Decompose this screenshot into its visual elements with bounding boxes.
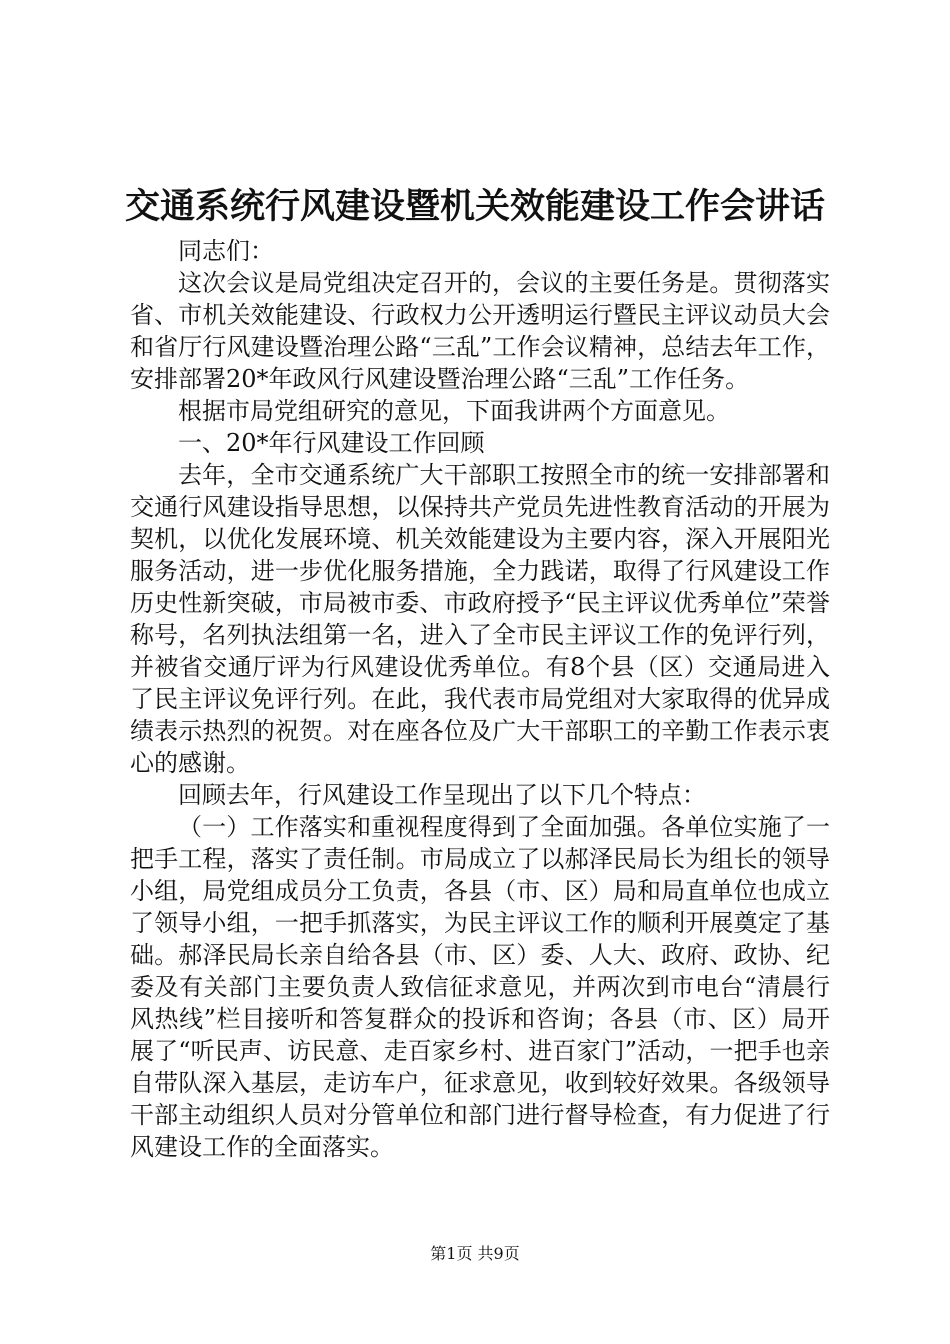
- document-body: [130, 235, 830, 1163]
- salutation-paragraph: 同志们：: [178, 237, 274, 265]
- page-number-footer: 第1页 共9页: [430, 1244, 520, 1263]
- body-paragraph: 这次会议是局党组决定召开的，会议的主要任务是。贯彻落实省、市机关效能建设、行政权力公开透明运行暨民主评议动员大会和省厅行风建设暨治理公路“三乱”工作会议精神，总结去年工作，安排部署20*年政风行风建设暨治理公路“三乱”工作任务。: [130, 269, 830, 393]
- body-paragraph: 去年，全市交通系统广大干部职工按照全市的统一安排部署和交通行风建设指导思想，以保持共产党员先进性教育活动的开展为契机，以优化发展环境、机关效能建设为主要内容，深入开展阳光服务活动，进一步优化服务措施，全力践诺，取得了行风建设工作历史性新突破，市局被市委、市政府授予“民主评议优秀单位”荣誉称号，名列执法组第一名，进入了全市民主评议工作的免评行列，并被省交通厅评为行风建设优秀单位。有8个县（区）交通局进入了民主评议免评行列。在此，我代表市局党组对大家取得的优异成绩表示热烈的祝贺。对在座各位及广大干部职工的辛勤工作表示衷心的感谢。: [130, 461, 830, 777]
- body-paragraph: （一）工作落实和重视程度得到了全面加强。各单位实施了一把手工程，落实了责任制。市局成立了以郝泽民局长为组长的领导小组，局党组成员分工负责，各县（市、区）局和局直单位也成立了领导小组，一把手抓落实，为民主评议工作的顺利开展奠定了基础。郝泽民局长亲自给各县（市、区）委、人大、政府、政协、纪委及有关部门主要负责人致信征求意见，并两次到市电台“清晨行风热线”栏目接听和答复群众的投诉和咨询；各县（市、区）局开展了“听民声、访民意、走百家乡村、进百家门”活动，一把手也亲自带队深入基层，走访车户，征求意见，收到较好效果。各级领导干部主动组织人员对分管单位和部门进行督导检查，有力促进了行风建设工作的全面落实。: [130, 813, 830, 1161]
- section-heading: 一、20*年行风建设工作回顾: [178, 429, 485, 457]
- body-paragraph: 回顾去年，行风建设工作呈现出了以下几个特点：: [178, 781, 706, 809]
- document-title: 交通系统行风建设暨机关效能建设工作会讲话: [124, 186, 825, 227]
- body-paragraph: 根据市局党组研究的意见，下面我讲两个方面意见。: [178, 397, 730, 425]
